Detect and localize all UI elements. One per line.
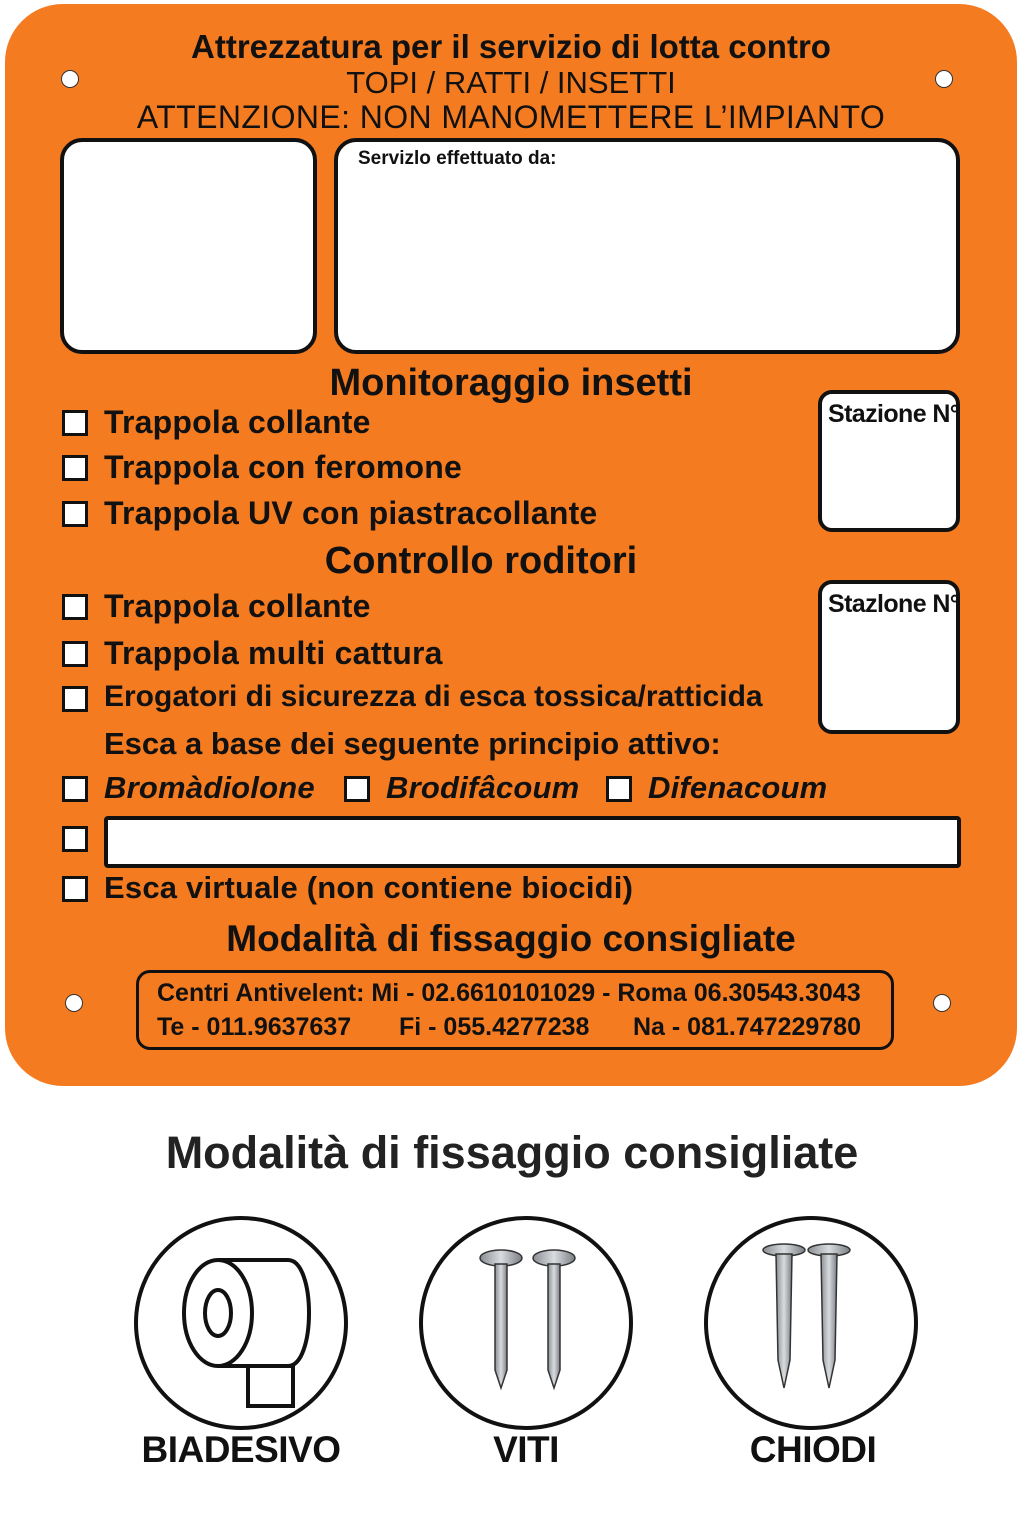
contacts-line-1: Centri Antivelent: Mi - 02.6610101029 - Roma 06.3054̵3.3043 bbox=[157, 979, 861, 1007]
header-line-2: TOPI / RATTI / INSETTI bbox=[346, 65, 676, 100]
contacts-turin: Te - 011.9637637 bbox=[157, 1013, 352, 1041]
service-box bbox=[334, 138, 960, 354]
brodifacoum-checkbox[interactable] bbox=[344, 776, 370, 802]
antipoison-centers-box bbox=[136, 970, 894, 1050]
insect-item-label: Trappola UV con piastracollante bbox=[104, 495, 598, 531]
nails-option-label: CHIODI bbox=[749, 1429, 877, 1470]
other-ingredient-field[interactable] bbox=[104, 816, 961, 868]
screws-option-circle bbox=[419, 1216, 633, 1430]
insect-sticky-trap-checkbox[interactable] bbox=[62, 410, 88, 436]
mounting-hole-bottom-left bbox=[65, 994, 83, 1012]
other-ingredient-checkbox[interactable] bbox=[62, 826, 88, 852]
rodent-item-label: Trappola collante bbox=[104, 588, 371, 624]
virtual-bait-label: Esca virtuale (non contiene biocidi) bbox=[104, 870, 634, 905]
insect-pheromone-trap-checkbox[interactable] bbox=[62, 455, 88, 481]
ingredient-label: Difenacoum bbox=[648, 770, 828, 805]
header-line-1: Attrezzatura per il servizio di lotta contro bbox=[191, 28, 831, 65]
screws-option-label: VITI bbox=[493, 1429, 559, 1470]
insect-uv-trap-checkbox[interactable] bbox=[62, 501, 88, 527]
sign-footer-title: Modalità di fissaggio consigliate bbox=[226, 918, 796, 959]
insect-item-label: Trappola collante bbox=[104, 404, 371, 440]
insects-section-title: Monitoraggio insetti bbox=[329, 362, 693, 404]
nails-icon bbox=[708, 1220, 914, 1426]
rodent-item-label: Erogatori di sicurezza di esca tossica/ratticida bbox=[104, 680, 763, 713]
mounting-title: Modalità di fissaggio consigliate bbox=[165, 1127, 859, 1178]
screws-icon bbox=[423, 1220, 629, 1426]
contacts-naples: Na - 081.747229780 bbox=[633, 1013, 861, 1041]
active-ingredient-caption: Esca a base dei seguente principio attivo: bbox=[104, 726, 721, 761]
insects-station-label: Stazione N° bbox=[828, 400, 960, 428]
rodent-multi-catch-checkbox[interactable] bbox=[62, 641, 88, 667]
logo-box bbox=[60, 138, 317, 354]
pest-control-sign bbox=[5, 4, 1017, 1086]
header-line-3: ATTENZIONE: NON MANOMETTERE L’IMPIANTO bbox=[136, 99, 886, 135]
rodents-section-title: Controllo roditori bbox=[324, 540, 638, 582]
difenacoum-checkbox[interactable] bbox=[606, 776, 632, 802]
rodent-bait-station-checkbox[interactable] bbox=[62, 686, 88, 712]
insects-station-box bbox=[818, 390, 960, 532]
service-box-label: Servizlo effettuato da: bbox=[358, 148, 557, 169]
rodents-station-label: Stazlone N° bbox=[828, 590, 960, 618]
virtual-bait-checkbox[interactable] bbox=[62, 876, 88, 902]
bromadiolone-checkbox[interactable] bbox=[62, 776, 88, 802]
nails-option-circle bbox=[704, 1216, 918, 1430]
tape-option-circle bbox=[134, 1216, 348, 1430]
rodents-station-box bbox=[818, 580, 960, 734]
contacts-florence: Fi - 055.4277238 bbox=[399, 1013, 590, 1041]
tape-option-label: BIADESIVO bbox=[141, 1429, 341, 1470]
rodent-sticky-trap-checkbox[interactable] bbox=[62, 594, 88, 620]
tape-roll-icon bbox=[138, 1220, 344, 1426]
mounting-hole-bottom-right bbox=[933, 994, 951, 1012]
ingredient-label: Brodifâcoum bbox=[386, 770, 580, 805]
rodent-item-label: Trappola multi cattura bbox=[104, 635, 443, 671]
insect-item-label: Trappola con feromone bbox=[104, 449, 463, 485]
ingredient-label: Bromàdiolone bbox=[104, 770, 315, 805]
